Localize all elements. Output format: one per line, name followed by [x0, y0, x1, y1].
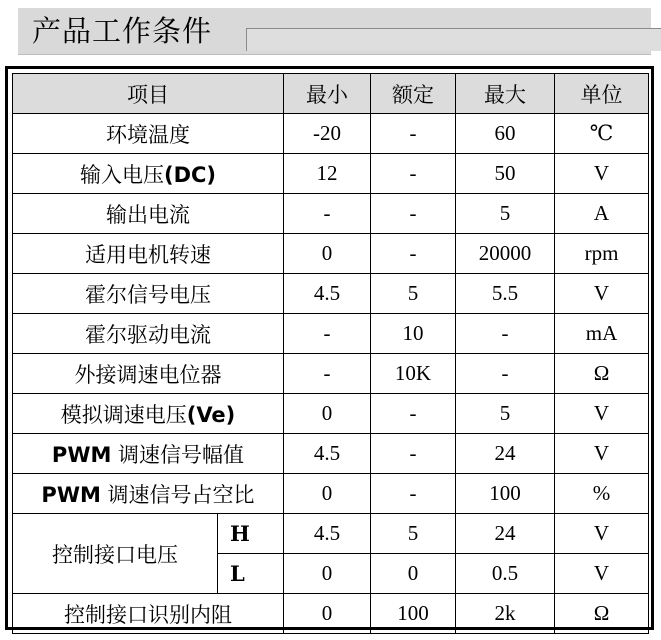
rated-cell: 0: [371, 554, 456, 594]
param-cell: 霍尔信号电压: [13, 274, 284, 314]
rated-cell: -: [371, 434, 456, 474]
max-cell: 24: [456, 514, 555, 554]
param-suffix: (Ve): [186, 402, 236, 427]
table-row: [13, 154, 649, 194]
max-cell: 50: [456, 154, 555, 194]
rated-cell: 10K: [371, 354, 456, 394]
unit-cell: ℃: [555, 114, 649, 154]
table-row: [13, 194, 649, 234]
table-row: [13, 274, 649, 314]
rated-cell: 100: [371, 594, 456, 634]
section-header: [18, 8, 651, 55]
rated-cell: -: [371, 474, 456, 514]
max-cell: 24: [456, 434, 555, 474]
param-text: 输入电压: [79, 162, 164, 187]
min-cell: -: [284, 194, 371, 234]
header-min: 最小: [284, 74, 371, 114]
unit-cell: V: [555, 514, 649, 554]
param-cell: 控制接口识别内阻: [13, 594, 284, 634]
max-cell: 0.5: [456, 554, 555, 594]
param-cell: [13, 394, 284, 434]
unit-cell: rpm: [555, 234, 649, 274]
param-cell: [13, 474, 284, 514]
param-cell: [13, 154, 284, 194]
rated-cell: 5: [371, 514, 456, 554]
table-row: [13, 514, 649, 554]
table-header-row: [13, 74, 649, 114]
min-cell: 0: [284, 554, 371, 594]
min-cell: 4.5: [284, 274, 371, 314]
rated-cell: 10: [371, 314, 456, 354]
rated-cell: -: [371, 394, 456, 434]
table-row: [13, 354, 649, 394]
param-cell: 控制接口电压: [13, 514, 218, 594]
table-row: [13, 594, 649, 634]
header-rated: 额定: [371, 74, 456, 114]
unit-cell: V: [555, 434, 649, 474]
min-cell: 4.5: [284, 434, 371, 474]
param-suffix: (DC): [163, 162, 217, 187]
param-prefix: PWM: [51, 442, 112, 467]
max-cell: 60: [456, 114, 555, 154]
min-cell: 0: [284, 394, 371, 434]
table-row: [13, 114, 649, 154]
param-cell: 环境温度: [13, 114, 284, 154]
unit-cell: V: [555, 154, 649, 194]
param-text: 模拟调速电压: [60, 402, 187, 427]
min-cell: 12: [284, 154, 371, 194]
param-cell: 输出电流: [13, 194, 284, 234]
max-cell: -: [456, 354, 555, 394]
rated-cell: -: [371, 154, 456, 194]
unit-cell: V: [555, 274, 649, 314]
param-text: 调速信号幅值: [111, 442, 245, 467]
max-cell: 5: [456, 394, 555, 434]
unit-cell: %: [555, 474, 649, 514]
rated-cell: 5: [371, 274, 456, 314]
header-unit: 单位: [555, 74, 649, 114]
max-cell: 20000: [456, 234, 555, 274]
sub-cell: H: [218, 514, 284, 554]
header-tab-decoration: [246, 28, 661, 51]
param-cell: 外接调速电位器: [13, 354, 284, 394]
param-prefix: PWM: [41, 482, 101, 507]
table-row: [13, 434, 649, 474]
unit-cell: Ω: [555, 594, 649, 634]
max-cell: 5: [456, 194, 555, 234]
section-title: 产品工作条件: [32, 14, 213, 48]
header-max: 最大: [456, 74, 555, 114]
unit-cell: V: [555, 554, 649, 594]
unit-cell: V: [555, 394, 649, 434]
table-row: [13, 314, 649, 354]
min-cell: 4.5: [284, 514, 371, 554]
max-cell: -: [456, 314, 555, 354]
min-cell: 0: [284, 594, 371, 634]
min-cell: 0: [284, 474, 371, 514]
min-cell: 0: [284, 234, 371, 274]
rated-cell: -: [371, 114, 456, 154]
min-cell: -20: [284, 114, 371, 154]
rated-cell: -: [371, 234, 456, 274]
param-text: 调速信号占空比: [100, 482, 255, 507]
header-item: 项目: [13, 74, 284, 114]
min-cell: -: [284, 314, 371, 354]
param-cell: 适用电机转速: [13, 234, 284, 274]
max-cell: 100: [456, 474, 555, 514]
max-cell: 5.5: [456, 274, 555, 314]
table-row: [13, 234, 649, 274]
unit-cell: mA: [555, 314, 649, 354]
unit-cell: Ω: [555, 354, 649, 394]
table-row: [13, 394, 649, 434]
sub-cell: L: [218, 554, 284, 594]
table-row: [13, 474, 649, 514]
param-cell: 霍尔驱动电流: [13, 314, 284, 354]
unit-cell: A: [555, 194, 649, 234]
param-cell: [13, 434, 284, 474]
operating-conditions-table: [12, 73, 649, 634]
min-cell: -: [284, 354, 371, 394]
rated-cell: -: [371, 194, 456, 234]
max-cell: 2k: [456, 594, 555, 634]
